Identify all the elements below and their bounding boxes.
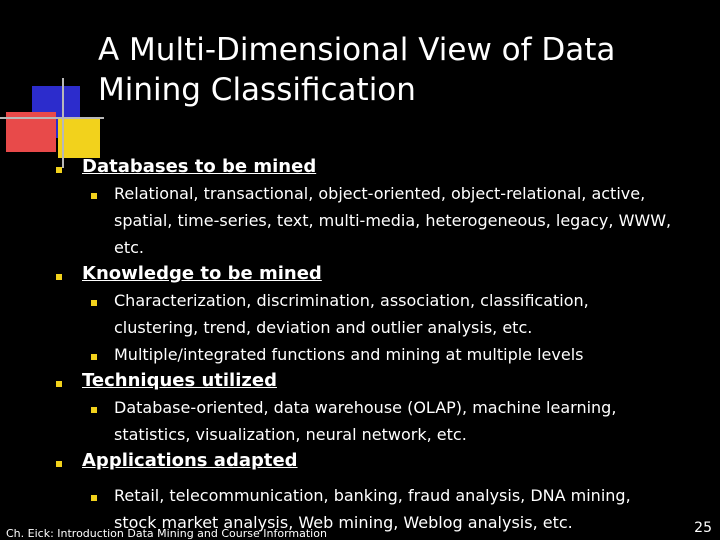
- list-item: [114, 180, 674, 261]
- list-item-text: Retail, telecommunication, banking, fraud analysis, DNA mining, stock market analysis, Web mining, Weblog analysis, etc.: [114, 486, 631, 532]
- section-heading-applications: [82, 448, 720, 474]
- section-heading-label: Applications adapted: [82, 450, 298, 471]
- decorative-logo: [0, 0, 110, 160]
- list-item-text: Multiple/integrated functions and mining at multiple levels: [114, 345, 584, 364]
- bullet-icon: [91, 407, 97, 413]
- bullet-icon: [56, 274, 62, 280]
- list-item-text: Relational, transactional, object-oriented, object-relational, active, spatial, time-series, text, multi-media, heterogeneous, legacy, WWW, etc.: [114, 184, 672, 257]
- list-item-text: Characterization, discrimination, association, classification, clustering, trend, deviation and outlier analysis, etc.: [114, 291, 589, 337]
- list-item-text: Database-oriented, data warehouse (OLAP), machine learning, statistics, visualization, neural network, etc.: [114, 398, 617, 444]
- list-item: [114, 341, 674, 368]
- bullet-icon: [91, 300, 97, 306]
- list-item: [114, 287, 674, 341]
- section-heading-label: Techniques utilized: [82, 370, 277, 391]
- slide-footer: Ch. Eick: Introduction Data Mining and Course Information: [6, 527, 327, 540]
- bullet-icon: [91, 193, 97, 199]
- bullet-icon: [56, 461, 62, 467]
- slide-title-line-2: Mining Classification: [98, 72, 416, 108]
- bullet-icon: [91, 495, 97, 501]
- slide-content: [0, 154, 720, 536]
- bullet-icon: [91, 354, 97, 360]
- logo-horizontal-line: [0, 117, 104, 119]
- slide-title-line-1: A Multi-Dimensional View of Data: [98, 32, 616, 68]
- page-number: 25: [694, 520, 712, 536]
- section-heading-label: Knowledge to be mined: [82, 263, 322, 284]
- list-item: [114, 394, 674, 448]
- logo-yellow-square: [58, 118, 100, 158]
- section-heading-techniques: [82, 368, 720, 394]
- bullet-icon: [56, 167, 62, 173]
- section-heading-databases: [82, 154, 720, 180]
- section-heading-label: Databases to be mined: [82, 156, 317, 177]
- bullet-icon: [56, 381, 62, 387]
- slide-title: [98, 30, 698, 110]
- section-heading-knowledge: [82, 261, 720, 287]
